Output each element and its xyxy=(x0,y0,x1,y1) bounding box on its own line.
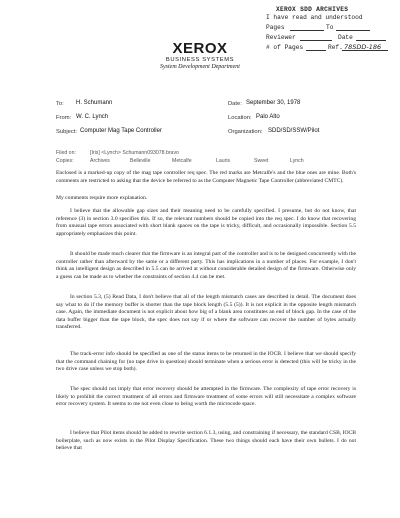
stamp-ref-label: Ref. xyxy=(328,44,343,51)
copy-sweet: Sweet xyxy=(254,158,269,164)
paragraph-track-error: The track-error info should be specified as one of the status items to be returned in the IOCB. I believe that we should specify that the command chaining for (no tape drive in question) should terminate when a serious error is detected (this will be tricky in the two drive case unless we stop both). xyxy=(56,351,356,372)
stamp-date-label: Date xyxy=(338,34,353,41)
stamp-ref-line xyxy=(342,50,388,51)
stamp-date-line xyxy=(356,40,386,41)
filed-label: Filed on: xyxy=(56,150,76,156)
business-systems: BUSINESS SYSTEMS xyxy=(165,57,235,63)
stamp-num-pages-line xyxy=(306,50,326,51)
paragraph-firmware: It should be made much clearer that the firmware is an integral part of the controller and is to be designed concurrently with the controller rather than afterward by the same or a different party. This has implications in a number of places. For example, I don't think an intelligent design as described in 5.5 can be arrived at without considerable detailed design of the firmware. Otherwise only a guess can be made as to whether the constraints of section 4.4 can be met. xyxy=(56,251,356,280)
from-label: From: xyxy=(56,115,72,121)
from-value: W. C. Lynch xyxy=(76,114,109,120)
copy-archives: Archives xyxy=(90,158,110,164)
paragraph-gap-sizes: I believe that the allowable gap sizes and their meaning need to be carefully specified. I presume, but do not know, that reference (3) in section 3.0 specifies this. If so, the relevant numbers should be copied into the req spec. I do know that recovering from unusual tape errors associated with short blank spaces on the tape is tricky, difficult, and occasionally impossible. Section 5.5 appropriately emphasizes this point. xyxy=(56,208,356,237)
copy-belleville: Belleville xyxy=(130,158,151,164)
stamp-ref-value: 78SDD-186 xyxy=(344,43,382,51)
paragraph-enclosed: Enclosed is a marked-up copy of the mag tape controller req spec. The red marks are Metcalfe's and the blue ones are mine. Both's comments are restricted to asking that the device be referred to as the Computer Magnetic Tape Controller (abbreviated CMTC). xyxy=(56,170,356,184)
copy-lynch: Lynch xyxy=(290,158,304,164)
location-label: Location: xyxy=(228,115,252,121)
to-value: H. Schumann xyxy=(76,100,113,106)
paragraph-comments-intro: My comments require more explanation. xyxy=(56,195,148,201)
stamp-pages-label: Pages xyxy=(266,24,285,31)
subject-value: Computer Mag Tape Controller xyxy=(80,128,162,134)
paragraph-pilot-items: I believe that Pilot items should be added to rewrite section 6.1.3, using, and constraining if necessary, the standard CSB, IOCB boilerplate, such as now exists in the Pilot Display Specification. These two things should each have their own bullets. I do not believe that xyxy=(56,430,356,451)
filed-value: [Iris] <Lynch> Schumann093078.bravo xyxy=(90,150,179,156)
location-value: Palo Alto xyxy=(256,114,280,120)
division-name: System Development Department xyxy=(160,64,240,70)
copy-lauris: Lauris xyxy=(216,158,231,164)
paragraph-error-recovery: The spec should not imply that error recovery should be attempted in the firmware. The complexity of tape error recovery is likely to prohibit the correct treatment of all errors and firmware treatment of some errors will still necessitate a complex software error recovery system. It seems to me not even close to being worth the microcode space. xyxy=(56,386,356,407)
stamp-subtitle: I have read and understood xyxy=(266,14,363,21)
xerox-logo: XEROX xyxy=(172,40,228,57)
stamp-reviewer-line xyxy=(300,40,332,41)
date-label: Date: xyxy=(228,101,242,107)
organization-label: Organization: xyxy=(228,129,263,135)
subject-label: Subject: xyxy=(56,129,77,135)
copy-metcalfe: Metcalfe xyxy=(172,158,192,164)
date-value: September 30, 1978 xyxy=(246,100,301,106)
to-label: To: xyxy=(56,101,64,107)
stamp-to-label: To xyxy=(326,24,334,31)
archive-stamp xyxy=(262,6,392,58)
stamp-title: XEROX SDD ARCHIVES xyxy=(276,6,349,13)
stamp-to-line xyxy=(336,30,370,31)
stamp-num-pages-label: # of Pages xyxy=(266,44,304,51)
stamp-reviewer-label: Reviewer xyxy=(266,34,296,41)
organization-value: SDD/SD/SSW/Pilot xyxy=(268,128,320,134)
stamp-pages-line xyxy=(290,30,324,31)
paragraph-read-data: In section 5.3, (5) Read Data, I don't believe that all of the length mismatch cases are described in detail. The document does say what to do if the memory buffer is shorter than the tape block length (5.5 (5)). It is not explicit in the opposite length mismatch case. Again, the immediate document is not explicit about how big of a blank area constitutes an end of block gap. In the case of the data buffer bigger than the tape block, the spec does not say if or where the software can recover the number of bytes actually transferred. xyxy=(56,294,356,330)
copies-label: Copies: xyxy=(56,158,74,164)
